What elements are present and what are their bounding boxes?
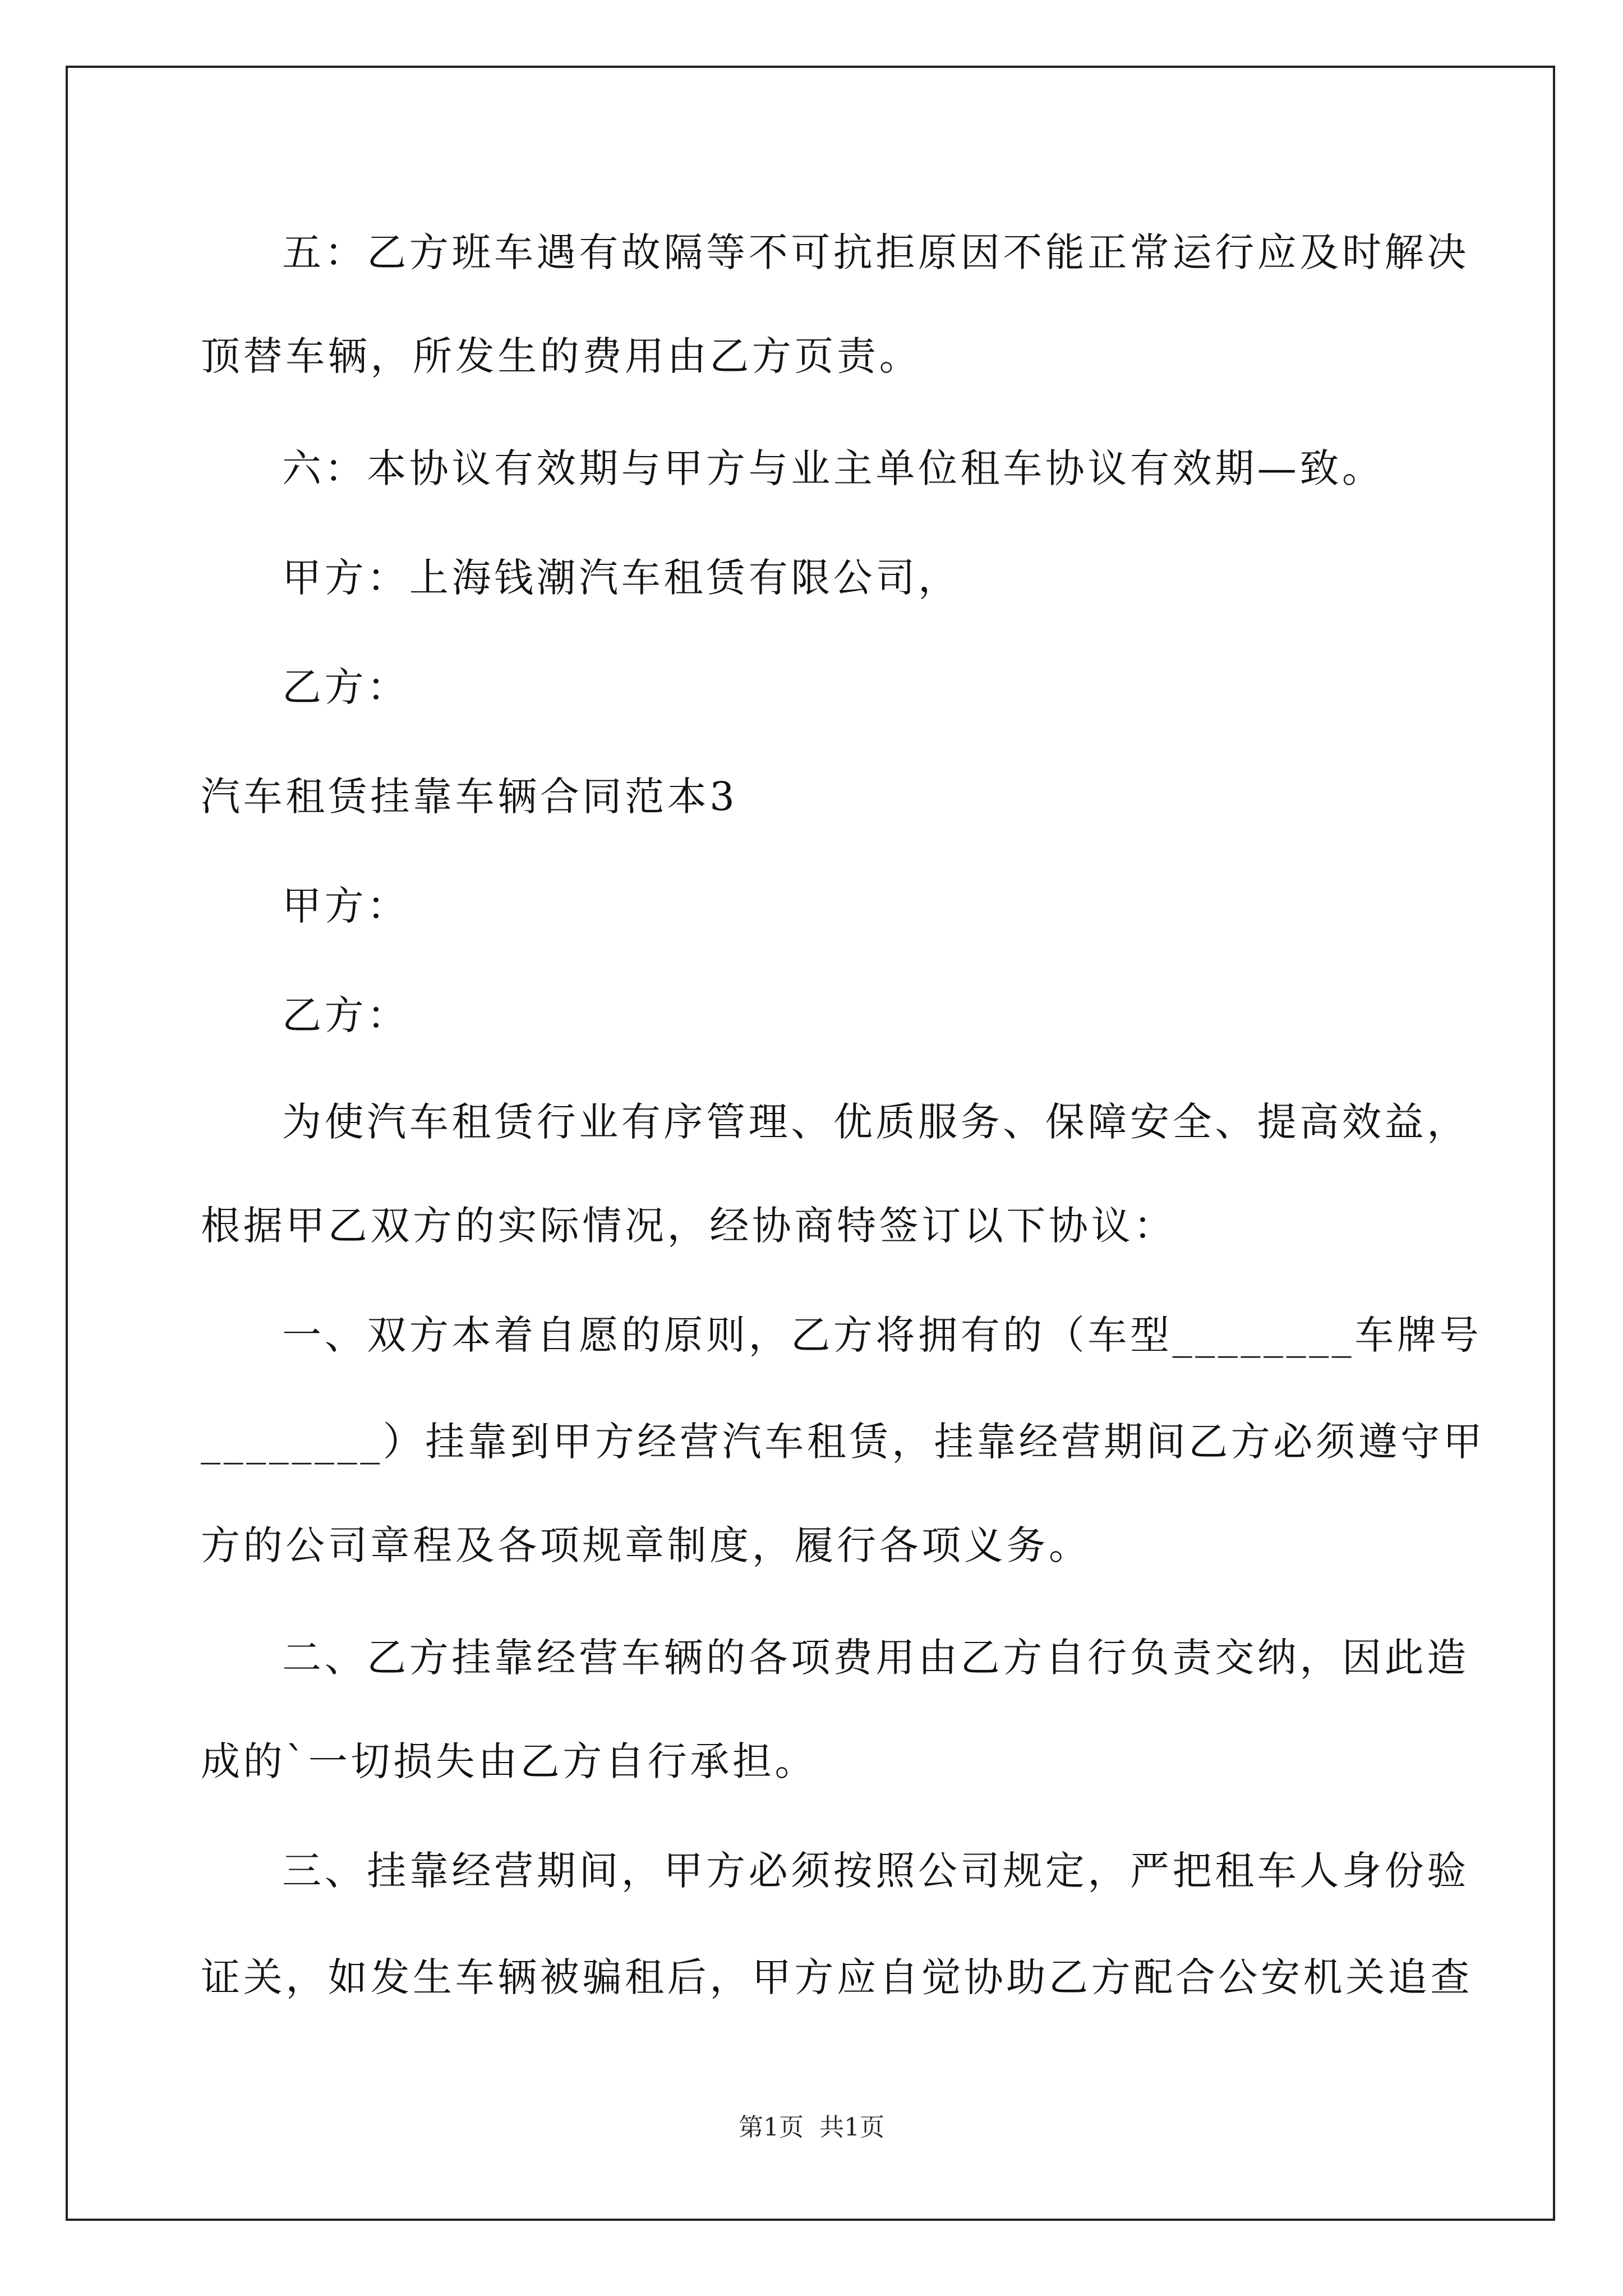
clause-1-line-2: ________）挂靠到甲方经营汽车租赁，挂靠经营期间乙方必须遵守甲 bbox=[201, 1419, 1486, 1465]
paragraph-5-line-2: 顶替车辆，所发生的费用由乙方页责。 bbox=[201, 333, 922, 379]
preamble-line-2: 根据甲乙双方的实际情况，经协商特签订以下协议： bbox=[201, 1203, 1176, 1249]
preamble-line-1: 为使汽车租赁行业有序管理、优质服务、保障安全、提高效益， bbox=[282, 1099, 1469, 1145]
clause-2-line-1: 二、乙方挂靠经营车辆的各项费用由乙方自行负责交纳，因此造 bbox=[282, 1635, 1469, 1681]
clause-3-line-1: 三、挂靠经营期间，甲方必须按照公司规定，严把租车人身份验 bbox=[282, 1848, 1469, 1894]
party-b-signature: 乙方： bbox=[282, 664, 409, 710]
clause-3-line-2: 证关，如发生车辆被骗租后，甲方应自觉协助乙方配合公安机关追查 bbox=[201, 1954, 1473, 2000]
page-footer bbox=[0, 2112, 1623, 2143]
page-number-current: 第1页 bbox=[739, 2113, 804, 2142]
paragraph-6: 六：本协议有效期与甲方与业主单位租车协议有效期—致。 bbox=[282, 445, 1385, 491]
clause-1-line-3: 方的公司章程及各项规章制度，履行各项义务。 bbox=[201, 1522, 1091, 1568]
clause-2-line-2: 成的`一切损失由乙方自行承担。 bbox=[201, 1738, 817, 1784]
section-title: 汽车租赁挂靠车辆合同范本3 bbox=[201, 774, 738, 820]
clause-1-line-1: 一、双方本着自愿的原则，乙方将拥有的（车型________车牌号 bbox=[282, 1312, 1482, 1358]
party-b-label: 乙方： bbox=[282, 992, 409, 1038]
paragraph-5-line-1: 五：乙方班车遇有故隔等不可抗拒原因不能正常运行应及时解决 bbox=[282, 229, 1469, 275]
page-number-total: 共1页 bbox=[819, 2113, 884, 2142]
party-a-label: 甲方： bbox=[282, 883, 409, 929]
party-a-signature: 甲方：上海钱潮汽车租赁有限公司， bbox=[282, 555, 961, 601]
